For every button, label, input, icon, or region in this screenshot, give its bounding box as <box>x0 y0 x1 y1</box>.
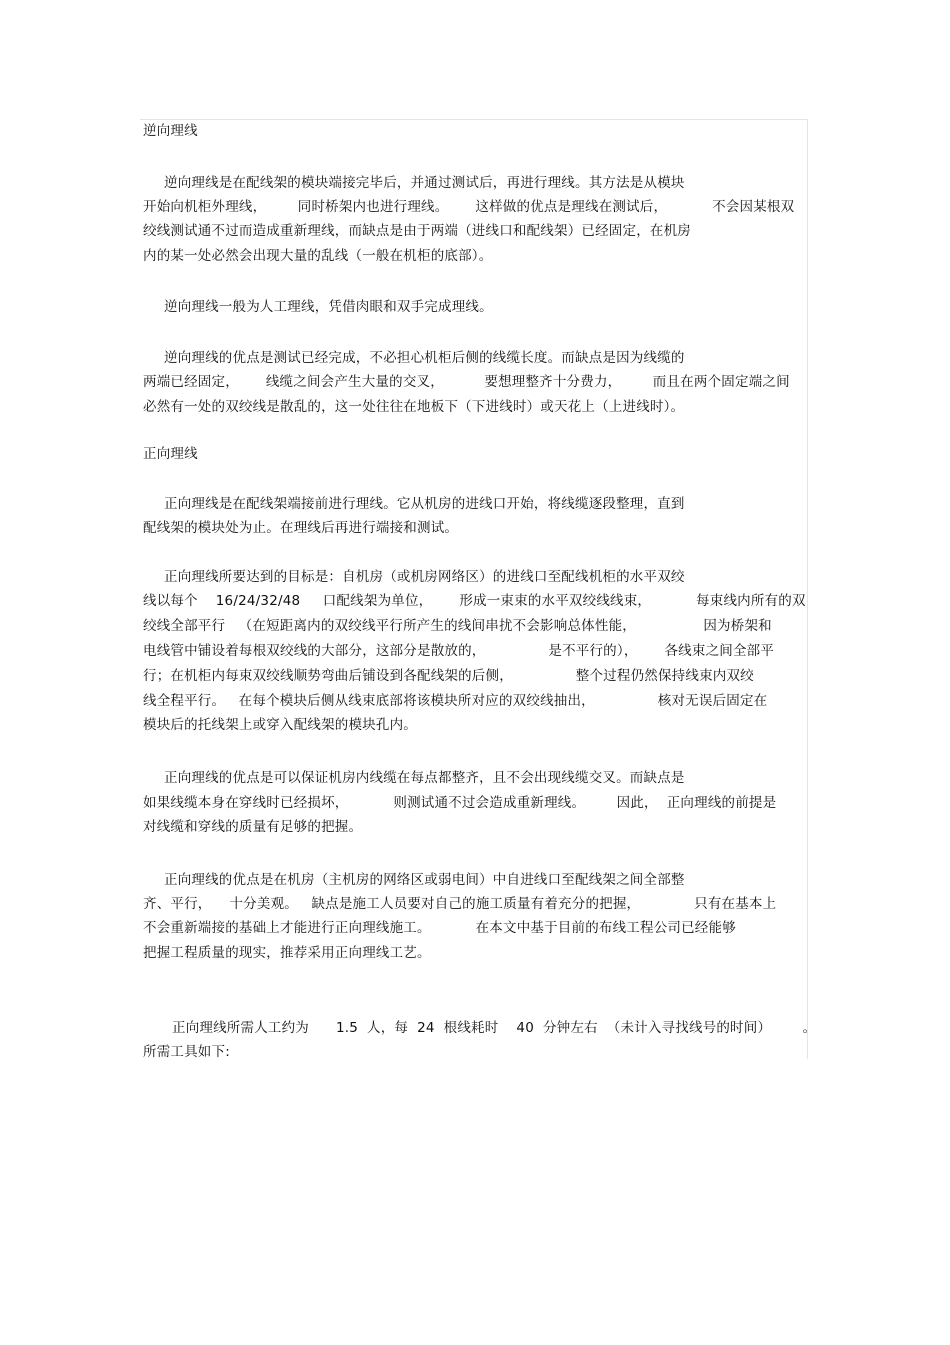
paragraph-line: 配线架的模块处为止。在理线后再进行端接和测试。 <box>143 520 459 536</box>
heading-forward-routing: 正向理线 <box>143 446 198 462</box>
paragraph-line: 模块后的托线架上或穿入配线架的模块孔内。 <box>143 717 417 733</box>
paragraph-line: 正向理线是在配线架端接前进行理线。它从机房的进线口开始，将线缆逐段整理，直到 <box>164 496 685 512</box>
paragraph-line: 线全程平行。 在每个模块后侧从线束底部将该模块所对应的双绞线抽出， 核对无误后固定在 <box>143 693 768 709</box>
paragraph-line: 逆向理线的优点是测试已经完成，不必担心机柜后侧的线缆长度。而缺点是因为线缆的 <box>164 350 685 366</box>
paragraph-line: 电线管中铺设着每根双绞线的大部分，这部分是散放的， 是不平行的）， 各线束之间全部平 <box>143 643 775 659</box>
paragraph-line: 线以每个 16/24/32/48 口配线架为单位， 形成一束束的水平双绞线线束， 每束线内所有的双 <box>143 593 806 609</box>
paragraph-line: 齐、平行， 十分美观。 缺点是施工人员要对自己的施工质量有着充分的把握， 只有在基本上 <box>143 896 777 912</box>
paragraph-line: 绞线测试通不过而造成重新理线，而缺点是由于两端（进线口和配线架）已经固定，在机房 <box>143 223 691 239</box>
paragraph-line: 逆向理线一般为人工理线，凭借肉眼和双手完成理线。 <box>164 299 493 315</box>
paragraph-line: 对线缆和穿线的质量有足够的把握。 <box>143 819 363 835</box>
paragraph-line: 所需工具如下: <box>143 1044 230 1060</box>
paragraph-line: 正向理线所需人工约为 1.5 人，每 24 根线耗时 40 分钟左右 （未计入寻找线号的时间） 。 <box>172 1020 817 1036</box>
paragraph-line: 正向理线的优点是在机房（主机房的网络区或弱电间）中自进线口至配线架之间全部整 <box>164 872 685 888</box>
paragraph-line: 内的某一处必然会出现大量的乱线（一般在机柜的底部）。 <box>143 248 493 264</box>
paragraph-line: 逆向理线是在配线架的模块端接完毕后，并通过测试后，再进行理线。其方法是从模块 <box>164 175 685 191</box>
paragraph-line: 必然有一处的双绞线是散乱的，这一处往往在地板下（下进线时）或天花上（上进线时）。 <box>143 399 685 415</box>
heading-reverse-routing: 逆向理线 <box>143 123 198 139</box>
paragraph-line: 把握工程质量的现实，推荐采用正向理线工艺。 <box>143 945 431 961</box>
paragraph-line: 两端已经固定， 线缆之间会产生大量的交叉， 要想理整齐十分费力， 而且在两个固定端之间 <box>143 374 790 390</box>
paragraph-line: 行；在机柜内每束双绞线顺势弯曲后铺设到各配线架的后侧， 整个过程仍然保持线束内双绞 <box>143 668 754 684</box>
paragraph-line: 正向理线的优点是可以保证机房内线缆在每点都整齐，且不会出现线缆交叉。而缺点是 <box>164 770 685 786</box>
paragraph-line: 绞线全部平行 （在短距离内的双绞线平行所产生的线间串扰不会影响总体性能， 因为桥架和 <box>143 618 772 634</box>
paragraph-line: 开始向机柜外理线， 同时桥架内也进行理线。 这样做的优点是理线在测试后， 不会因某根双 <box>143 199 795 215</box>
paragraph-line: 不会重新端接的基础上才能进行正向理线施工。 在本文中基于目前的布线工程公司已经能够 <box>143 920 736 936</box>
paragraph-line: 如果线缆本身在穿线时已经损坏， 则测试通不过会造成重新理线。 因此， 正向理线的前提是 <box>143 795 777 811</box>
paragraph-line: 正向理线所要达到的目标是：自机房（或机房网络区）的进线口至配线机柜的水平双绞 <box>164 569 685 585</box>
